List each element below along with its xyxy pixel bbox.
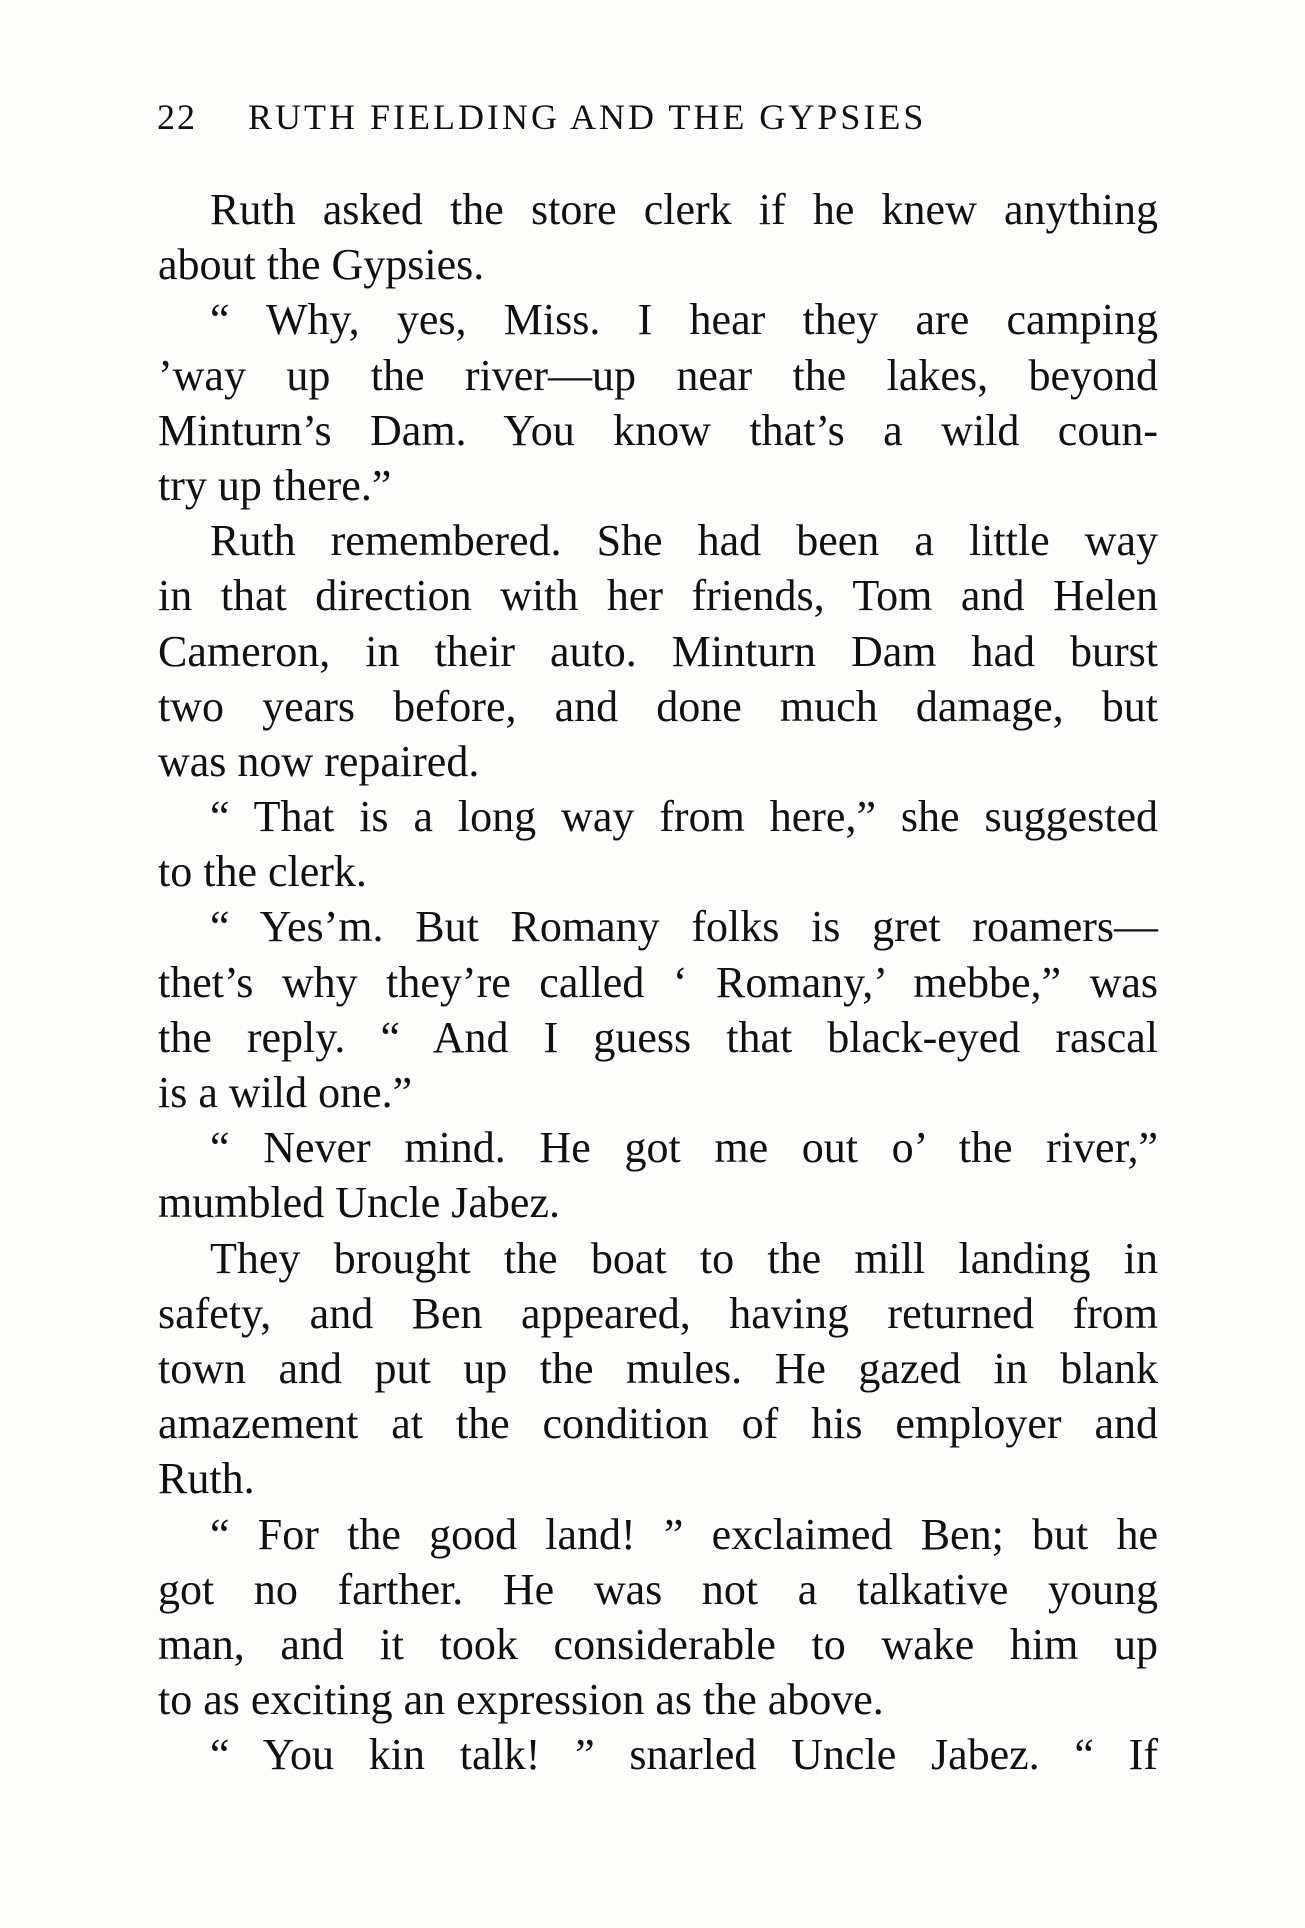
- text-line: “ Yes’m. But Romany folks is gret roamers—: [210, 902, 1158, 952]
- text-line: Ruth.: [158, 1454, 255, 1504]
- text-line: town and put up the mules. He gazed in blank: [158, 1343, 1158, 1393]
- text-line: two years before, and done much damage, but: [158, 681, 1158, 731]
- text-line: try up there.”: [158, 460, 392, 510]
- text-line: ’way up the river—up near the lakes, beyond: [158, 350, 1158, 400]
- text-line: “ You kin talk! ” snarled Uncle Jabez. “ If: [210, 1730, 1158, 1780]
- text-line: safety, and Ben appeared, having returned from: [158, 1288, 1158, 1338]
- text-line: “ Why, yes, Miss. I hear they are camping: [210, 295, 1158, 345]
- running-title: RUTH FIELDING AND THE GYPSIES: [248, 97, 927, 137]
- text-line: “ That is a long way from here,” she suggested: [210, 792, 1158, 842]
- text-line: mumbled Uncle Jabez.: [158, 1178, 560, 1228]
- body-text: [158, 182, 1158, 1782]
- text-line: Cameron, in their auto. Minturn Dam had burst: [158, 626, 1158, 676]
- text-line: in that direction with her friends, Tom and Helen: [158, 571, 1158, 621]
- text-line: the reply. “ And I guess that black-eyed rascal: [158, 1012, 1158, 1062]
- text-line: about the Gypsies.: [158, 240, 485, 290]
- text-line: “ For the good land! ” exclaimed Ben; but he: [210, 1509, 1158, 1559]
- page-number: 22: [157, 97, 197, 137]
- text-line: got no farther. He was not a talkative young: [158, 1564, 1158, 1614]
- text-line: They brought the boat to the mill landing in: [210, 1233, 1158, 1283]
- text-line: was now repaired.: [158, 736, 480, 786]
- text-line: Ruth remembered. She had been a little way: [210, 516, 1158, 566]
- text-line: to as exciting an expression as the above.: [158, 1675, 884, 1725]
- text-line: amazement at the condition of his employer and: [158, 1399, 1158, 1449]
- text-line: is a wild one.”: [158, 1068, 413, 1117]
- text-line: Minturn’s Dam. You know that’s a wild coun-: [158, 405, 1158, 455]
- text-line: thet’s why they’re called ‘ Romany,’ mebbe,” was: [158, 957, 1158, 1007]
- running-head: [157, 92, 1157, 142]
- text-line: man, and it took considerable to wake him up: [158, 1619, 1158, 1669]
- text-line: “ Never mind. He got me out o’ the river,”: [210, 1123, 1158, 1173]
- text-line: to the clerk.: [158, 847, 367, 897]
- text-line: Ruth asked the store clerk if he knew anything: [210, 185, 1158, 234]
